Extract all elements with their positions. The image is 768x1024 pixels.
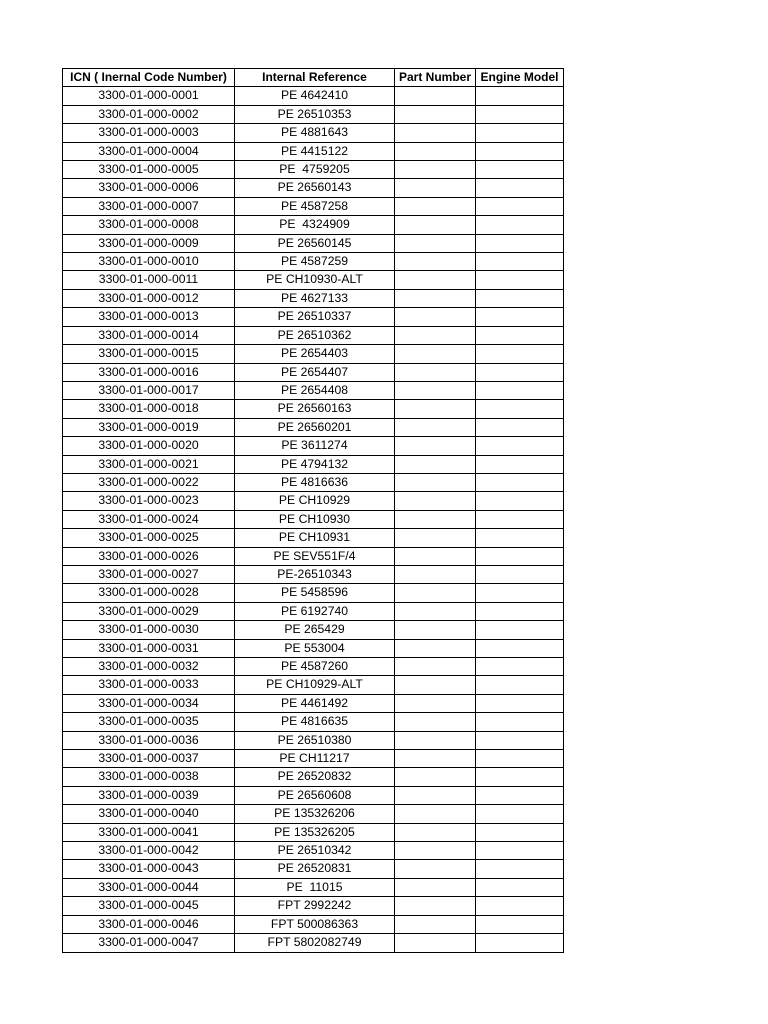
cell-engine-model[interactable] <box>476 473 564 491</box>
cell-part-number[interactable] <box>395 897 476 915</box>
cell-part-number[interactable] <box>395 234 476 252</box>
cell-engine-model[interactable] <box>476 105 564 123</box>
cell-internal-reference[interactable]: FPT 5802082749 <box>235 934 395 952</box>
cell-part-number[interactable] <box>395 565 476 583</box>
cell-icn[interactable]: 3300-01-000-0034 <box>63 694 235 712</box>
cell-internal-reference[interactable]: PE 4627133 <box>235 289 395 307</box>
cell-engine-model[interactable] <box>476 805 564 823</box>
cell-part-number[interactable] <box>395 731 476 749</box>
cell-part-number[interactable] <box>395 878 476 896</box>
cell-icn[interactable]: 3300-01-000-0032 <box>63 658 235 676</box>
cell-part-number[interactable] <box>395 584 476 602</box>
cell-part-number[interactable] <box>395 860 476 878</box>
cell-engine-model[interactable] <box>476 639 564 657</box>
table-row <box>63 492 564 510</box>
cell-internal-reference[interactable]: PE 135326206 <box>235 805 395 823</box>
cell-icn[interactable]: 3300-01-000-0045 <box>63 897 235 915</box>
cell-internal-reference[interactable]: PE 135326205 <box>235 823 395 841</box>
cell-icn[interactable]: 3300-01-000-0004 <box>63 142 235 160</box>
cell-internal-reference[interactable]: PE 26560608 <box>235 786 395 804</box>
cell-engine-model[interactable] <box>476 694 564 712</box>
cell-internal-reference[interactable]: PE 26510380 <box>235 731 395 749</box>
cell-internal-reference[interactable]: PE 26520831 <box>235 860 395 878</box>
table-row <box>63 363 564 381</box>
cell-engine-model[interactable] <box>476 400 564 418</box>
cell-part-number[interactable] <box>395 271 476 289</box>
cell-engine-model[interactable] <box>476 87 564 105</box>
cell-internal-reference[interactable]: PE 4587259 <box>235 253 395 271</box>
cell-icn[interactable]: 3300-01-000-0002 <box>63 105 235 123</box>
table-row <box>63 713 564 731</box>
cell-icn[interactable]: 3300-01-000-0023 <box>63 492 235 510</box>
cell-icn[interactable]: 3300-01-000-0014 <box>63 326 235 344</box>
cell-part-number[interactable] <box>395 179 476 197</box>
cell-internal-reference[interactable]: PE-26510343 <box>235 565 395 583</box>
table-row <box>63 842 564 860</box>
table-body <box>63 87 564 952</box>
cell-icn[interactable]: 3300-01-000-0044 <box>63 878 235 896</box>
table-row <box>63 621 564 639</box>
cell-icn[interactable]: 3300-01-000-0007 <box>63 197 235 215</box>
cell-engine-model[interactable] <box>476 455 564 473</box>
cell-part-number[interactable] <box>395 823 476 841</box>
table-row <box>63 897 564 915</box>
table-row <box>63 289 564 307</box>
cell-part-number[interactable] <box>395 658 476 676</box>
table-row <box>63 473 564 491</box>
cell-internal-reference[interactable]: PE 4587260 <box>235 658 395 676</box>
cell-icn[interactable]: 3300-01-000-0024 <box>63 510 235 528</box>
cell-internal-reference[interactable]: PE 553004 <box>235 639 395 657</box>
table-row <box>63 658 564 676</box>
table-row <box>63 823 564 841</box>
cell-icn[interactable]: 3300-01-000-0026 <box>63 547 235 565</box>
cell-part-number[interactable] <box>395 418 476 436</box>
cell-internal-reference[interactable]: PE SEV551F/4 <box>235 547 395 565</box>
cell-internal-reference[interactable]: PE 26560143 <box>235 179 395 197</box>
cell-engine-model[interactable] <box>476 860 564 878</box>
table-row <box>63 124 564 142</box>
cell-icn[interactable]: 3300-01-000-0012 <box>63 289 235 307</box>
cell-engine-model[interactable] <box>476 750 564 768</box>
cell-part-number[interactable] <box>395 842 476 860</box>
cell-part-number[interactable] <box>395 289 476 307</box>
cell-engine-model[interactable] <box>476 878 564 896</box>
cell-part-number[interactable] <box>395 915 476 933</box>
cell-internal-reference[interactable]: PE 5458596 <box>235 584 395 602</box>
cell-icn[interactable]: 3300-01-000-0009 <box>63 234 235 252</box>
cell-engine-model[interactable] <box>476 418 564 436</box>
cell-icn[interactable]: 3300-01-000-0013 <box>63 308 235 326</box>
cell-icn[interactable]: 3300-01-000-0031 <box>63 639 235 657</box>
cell-engine-model[interactable] <box>476 768 564 786</box>
cell-internal-reference[interactable]: PE 4816636 <box>235 473 395 491</box>
cell-engine-model[interactable] <box>476 547 564 565</box>
cell-icn[interactable]: 3300-01-000-0005 <box>63 161 235 179</box>
cell-icn[interactable]: 3300-01-000-0040 <box>63 805 235 823</box>
cell-internal-reference[interactable]: PE 4759205 <box>235 161 395 179</box>
table-row <box>63 308 564 326</box>
table-row <box>63 161 564 179</box>
table-row <box>63 345 564 363</box>
cell-engine-model[interactable] <box>476 161 564 179</box>
cell-engine-model[interactable] <box>476 289 564 307</box>
cell-internal-reference[interactable]: PE 26560201 <box>235 418 395 436</box>
cell-internal-reference[interactable]: PE 26510353 <box>235 105 395 123</box>
cell-icn[interactable]: 3300-01-000-0011 <box>63 271 235 289</box>
spreadsheet-page <box>62 68 564 953</box>
table-row <box>63 529 564 547</box>
table-row <box>63 805 564 823</box>
table-row <box>63 786 564 804</box>
table-row <box>63 197 564 215</box>
cell-engine-model[interactable] <box>476 197 564 215</box>
cell-internal-reference[interactable]: PE CH10931 <box>235 529 395 547</box>
cell-engine-model[interactable] <box>476 842 564 860</box>
cell-icn[interactable]: 3300-01-000-0038 <box>63 768 235 786</box>
cell-engine-model[interactable] <box>476 437 564 455</box>
cell-engine-model[interactable] <box>476 234 564 252</box>
cell-icn[interactable]: 3300-01-000-0041 <box>63 823 235 841</box>
cell-engine-model[interactable] <box>476 345 564 363</box>
cell-icn[interactable]: 3300-01-000-0015 <box>63 345 235 363</box>
table-row <box>63 234 564 252</box>
cell-engine-model[interactable] <box>476 124 564 142</box>
header-row <box>63 69 564 87</box>
cell-engine-model[interactable] <box>476 142 564 160</box>
table-row <box>63 731 564 749</box>
table-row <box>63 381 564 399</box>
cell-internal-reference[interactable]: PE 4816635 <box>235 713 395 731</box>
cell-part-number[interactable] <box>395 253 476 271</box>
cell-internal-reference[interactable]: PE 26560145 <box>235 234 395 252</box>
cell-internal-reference[interactable]: PE 3611274 <box>235 437 395 455</box>
table-row <box>63 400 564 418</box>
cell-icn[interactable]: 3300-01-000-0006 <box>63 179 235 197</box>
cell-part-number[interactable] <box>395 161 476 179</box>
cell-part-number[interactable] <box>395 124 476 142</box>
table-row <box>63 915 564 933</box>
cell-icn[interactable]: 3300-01-000-0001 <box>63 87 235 105</box>
cell-engine-model[interactable] <box>476 492 564 510</box>
cell-internal-reference[interactable]: FPT 500086363 <box>235 915 395 933</box>
cell-part-number[interactable] <box>395 492 476 510</box>
cell-internal-reference[interactable]: PE 26510342 <box>235 842 395 860</box>
cell-engine-model[interactable] <box>476 897 564 915</box>
cell-internal-reference[interactable]: PE 26510362 <box>235 326 395 344</box>
cell-engine-model[interactable] <box>476 363 564 381</box>
table-row <box>63 437 564 455</box>
cell-part-number[interactable] <box>395 345 476 363</box>
header-internal-reference[interactable]: Internal Reference <box>235 69 395 87</box>
cell-part-number[interactable] <box>395 381 476 399</box>
cell-engine-model[interactable] <box>476 658 564 676</box>
table-row <box>63 105 564 123</box>
header-engine-model[interactable]: Engine Model <box>476 69 564 87</box>
cell-internal-reference[interactable]: PE 4794132 <box>235 455 395 473</box>
cell-part-number[interactable] <box>395 676 476 694</box>
table-row <box>63 565 564 583</box>
cell-icn[interactable]: 3300-01-000-0027 <box>63 565 235 583</box>
cell-engine-model[interactable] <box>476 308 564 326</box>
cell-engine-model[interactable] <box>476 823 564 841</box>
cell-internal-reference[interactable]: PE CH11217 <box>235 750 395 768</box>
header-part-number[interactable]: Part Number <box>395 69 476 87</box>
cell-part-number[interactable] <box>395 473 476 491</box>
cell-internal-reference[interactable]: FPT 2992242 <box>235 897 395 915</box>
cell-part-number[interactable] <box>395 621 476 639</box>
cell-internal-reference[interactable]: PE CH10930-ALT <box>235 271 395 289</box>
cell-engine-model[interactable] <box>476 602 564 620</box>
table-row <box>63 326 564 344</box>
cell-internal-reference[interactable]: PE 11015 <box>235 878 395 896</box>
cell-internal-reference[interactable]: PE 265429 <box>235 621 395 639</box>
cell-icn[interactable]: 3300-01-000-0008 <box>63 216 235 234</box>
cell-icn[interactable]: 3300-01-000-0043 <box>63 860 235 878</box>
table-row <box>63 694 564 712</box>
parts-table <box>62 68 564 953</box>
table-row <box>63 455 564 473</box>
cell-part-number[interactable] <box>395 750 476 768</box>
cell-icn[interactable]: 3300-01-000-0021 <box>63 455 235 473</box>
cell-icn[interactable]: 3300-01-000-0010 <box>63 253 235 271</box>
cell-part-number[interactable] <box>395 510 476 528</box>
cell-engine-model[interactable] <box>476 731 564 749</box>
table-row <box>63 216 564 234</box>
cell-icn[interactable]: 3300-01-000-0047 <box>63 934 235 952</box>
table-row <box>63 271 564 289</box>
cell-part-number[interactable] <box>395 197 476 215</box>
table-row <box>63 142 564 160</box>
cell-internal-reference[interactable]: PE 4324909 <box>235 216 395 234</box>
table-row <box>63 547 564 565</box>
cell-internal-reference[interactable]: PE 2654408 <box>235 381 395 399</box>
cell-part-number[interactable] <box>395 363 476 381</box>
cell-engine-model[interactable] <box>476 584 564 602</box>
cell-internal-reference[interactable]: PE CH10929 <box>235 492 395 510</box>
header-icn[interactable]: ICN ( Inernal Code Number) <box>63 69 235 87</box>
table-row <box>63 639 564 657</box>
cell-icn[interactable]: 3300-01-000-0017 <box>63 381 235 399</box>
cell-icn[interactable]: 3300-01-000-0029 <box>63 602 235 620</box>
cell-icn[interactable]: 3300-01-000-0025 <box>63 529 235 547</box>
cell-icn[interactable]: 3300-01-000-0028 <box>63 584 235 602</box>
cell-icn[interactable]: 3300-01-000-0037 <box>63 750 235 768</box>
cell-part-number[interactable] <box>395 805 476 823</box>
cell-internal-reference[interactable]: PE 26560163 <box>235 400 395 418</box>
table-row <box>63 87 564 105</box>
cell-engine-model[interactable] <box>476 786 564 804</box>
cell-icn[interactable]: 3300-01-000-0033 <box>63 676 235 694</box>
cell-engine-model[interactable] <box>476 713 564 731</box>
cell-engine-model[interactable] <box>476 676 564 694</box>
table-row <box>63 750 564 768</box>
cell-internal-reference[interactable]: PE 4587258 <box>235 197 395 215</box>
cell-internal-reference[interactable]: PE CH10930 <box>235 510 395 528</box>
cell-engine-model[interactable] <box>476 915 564 933</box>
table-row <box>63 676 564 694</box>
cell-internal-reference[interactable]: PE 4642410 <box>235 87 395 105</box>
cell-engine-model[interactable] <box>476 529 564 547</box>
cell-part-number[interactable] <box>395 713 476 731</box>
cell-internal-reference[interactable]: PE 2654403 <box>235 345 395 363</box>
cell-part-number[interactable] <box>395 602 476 620</box>
cell-part-number[interactable] <box>395 547 476 565</box>
table-row <box>63 860 564 878</box>
cell-engine-model[interactable] <box>476 179 564 197</box>
cell-part-number[interactable] <box>395 400 476 418</box>
cell-part-number[interactable] <box>395 216 476 234</box>
cell-icn[interactable]: 3300-01-000-0020 <box>63 437 235 455</box>
cell-part-number[interactable] <box>395 934 476 952</box>
cell-engine-model[interactable] <box>476 621 564 639</box>
cell-engine-model[interactable] <box>476 216 564 234</box>
cell-internal-reference[interactable]: PE 26510337 <box>235 308 395 326</box>
table-row <box>63 934 564 952</box>
cell-internal-reference[interactable]: PE 26520832 <box>235 768 395 786</box>
cell-internal-reference[interactable]: PE 2654407 <box>235 363 395 381</box>
table-row <box>63 768 564 786</box>
cell-engine-model[interactable] <box>476 934 564 952</box>
cell-part-number[interactable] <box>395 639 476 657</box>
cell-engine-model[interactable] <box>476 565 564 583</box>
table-row <box>63 602 564 620</box>
cell-part-number[interactable] <box>395 437 476 455</box>
cell-internal-reference[interactable]: PE 4881643 <box>235 124 395 142</box>
cell-part-number[interactable] <box>395 308 476 326</box>
cell-part-number[interactable] <box>395 529 476 547</box>
cell-part-number[interactable] <box>395 768 476 786</box>
cell-part-number[interactable] <box>395 326 476 344</box>
cell-engine-model[interactable] <box>476 510 564 528</box>
cell-icn[interactable]: 3300-01-000-0039 <box>63 786 235 804</box>
cell-icn[interactable]: 3300-01-000-0030 <box>63 621 235 639</box>
cell-engine-model[interactable] <box>476 381 564 399</box>
table-row <box>63 418 564 436</box>
cell-icn[interactable]: 3300-01-000-0003 <box>63 124 235 142</box>
cell-internal-reference[interactable]: PE 6192740 <box>235 602 395 620</box>
cell-part-number[interactable] <box>395 455 476 473</box>
cell-part-number[interactable] <box>395 105 476 123</box>
table-row <box>63 253 564 271</box>
cell-internal-reference[interactable]: PE 4461492 <box>235 694 395 712</box>
cell-icn[interactable]: 3300-01-000-0046 <box>63 915 235 933</box>
cell-icn[interactable]: 3300-01-000-0036 <box>63 731 235 749</box>
cell-icn[interactable]: 3300-01-000-0018 <box>63 400 235 418</box>
cell-internal-reference[interactable]: PE 4415122 <box>235 142 395 160</box>
cell-engine-model[interactable] <box>476 271 564 289</box>
cell-part-number[interactable] <box>395 786 476 804</box>
table-row <box>63 179 564 197</box>
cell-engine-model[interactable] <box>476 326 564 344</box>
cell-engine-model[interactable] <box>476 253 564 271</box>
cell-part-number[interactable] <box>395 87 476 105</box>
cell-part-number[interactable] <box>395 142 476 160</box>
table-row <box>63 584 564 602</box>
table-row <box>63 878 564 896</box>
cell-icn[interactable]: 3300-01-000-0022 <box>63 473 235 491</box>
cell-part-number[interactable] <box>395 694 476 712</box>
cell-internal-reference[interactable]: PE CH10929-ALT <box>235 676 395 694</box>
cell-icn[interactable]: 3300-01-000-0042 <box>63 842 235 860</box>
cell-icn[interactable]: 3300-01-000-0019 <box>63 418 235 436</box>
table-row <box>63 510 564 528</box>
cell-icn[interactable]: 3300-01-000-0016 <box>63 363 235 381</box>
cell-icn[interactable]: 3300-01-000-0035 <box>63 713 235 731</box>
